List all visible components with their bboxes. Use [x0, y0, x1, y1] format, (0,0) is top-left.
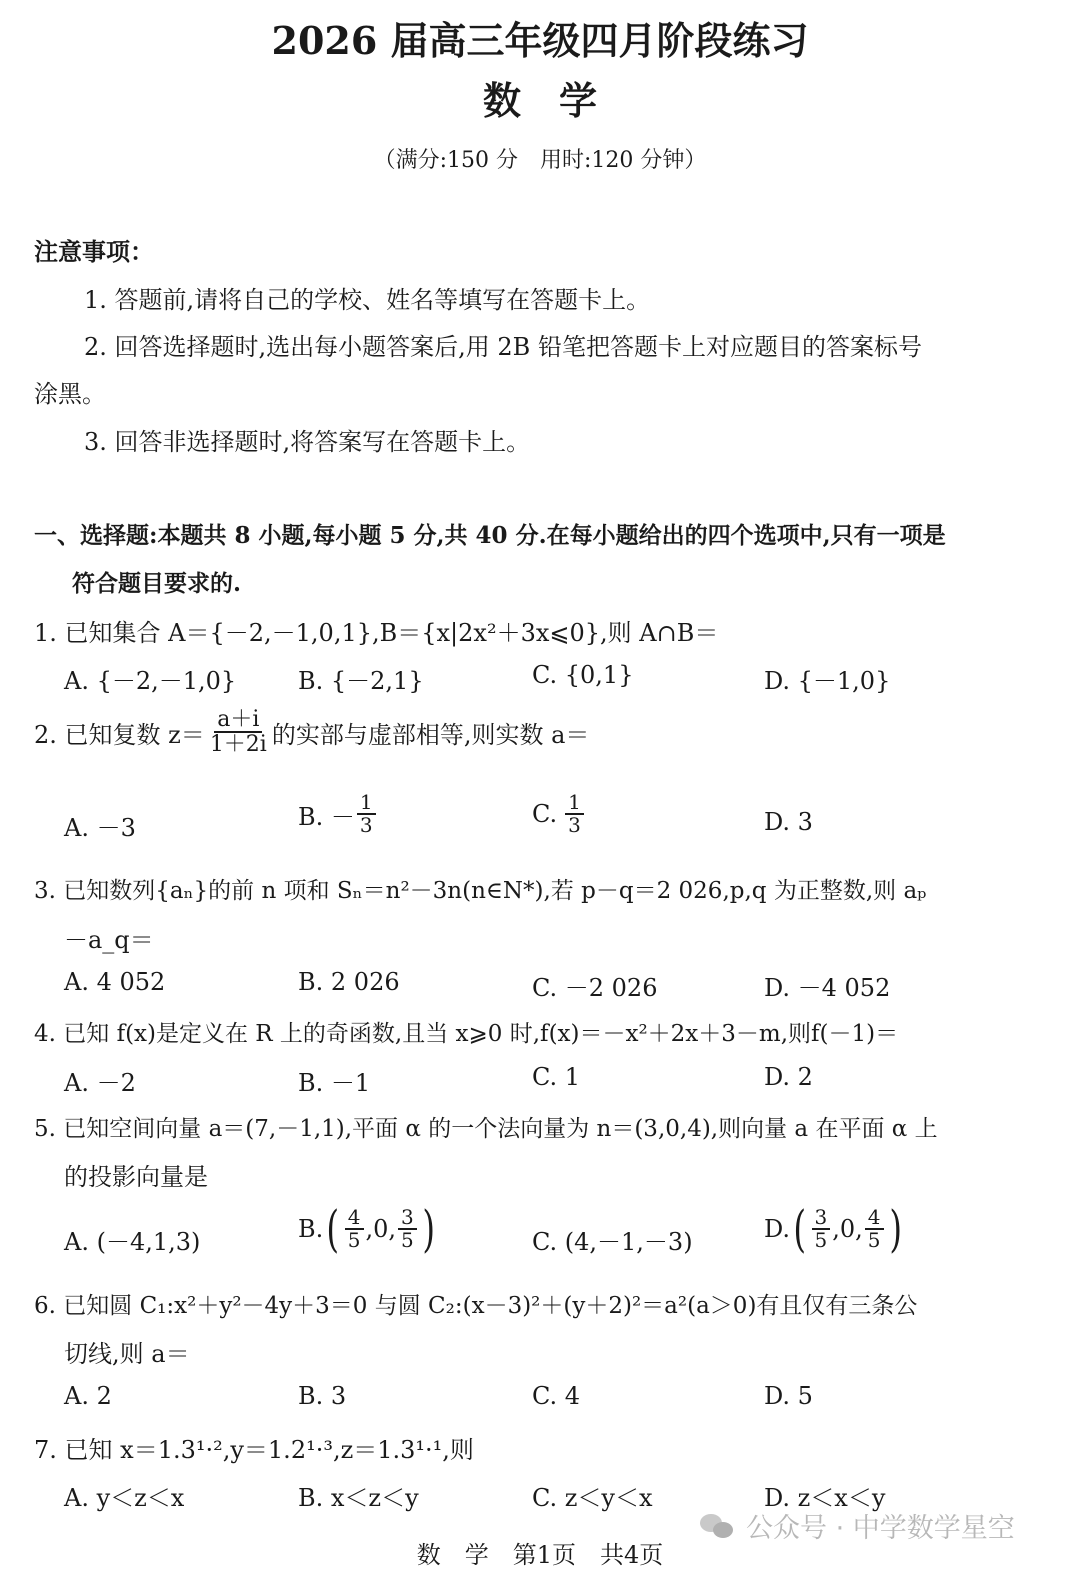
notes-item-3: 3. 回答非选择题时,将答案写在答题卡上。 [84, 428, 531, 456]
question-7-option-d[interactable]: D. z＜x＜y [764, 1484, 886, 1512]
right-paren: ) [422, 1200, 435, 1258]
question-5-stem: 5. 已知空间向量 a＝(7,－1,1),平面 α 的一个法向量为 n＝(3,0,4),则向量 a 在平面 α 上 [34, 1116, 938, 1142]
option-c-prefix: C. [532, 800, 558, 828]
option-b-fraction-2 [398, 1207, 417, 1251]
question-3-option-b[interactable]: B. 2 026 [298, 968, 400, 996]
question-2-option-d[interactable]: D. 3 [764, 808, 813, 836]
question-1-stem: 1. 已知集合 A＝{－2,－1,0,1},B＝{x|2x²＋3x⩽0},则 A∩B＝ [34, 619, 719, 647]
question-2-option-b[interactable] [298, 792, 378, 836]
notes-heading: 注意事项： [34, 237, 154, 266]
question-3-option-d[interactable]: D. －4 052 [764, 974, 891, 1002]
question-1-option-c[interactable]: C. {0,1} [532, 661, 634, 689]
question-6-option-b[interactable]: B. 3 [298, 1382, 347, 1410]
notes-item-2: 2. 回答选择题时,选出每小题答案后,用 2B 铅笔把答题卡上对应题目的答案标号 [84, 333, 922, 361]
fraction-denominator: 5 [867, 1228, 881, 1252]
fraction-denominator: 5 [401, 1228, 414, 1252]
fraction-denominator: 3 [359, 813, 373, 837]
question-5-option-a[interactable]: A. (－4,1,3) [64, 1228, 201, 1256]
fraction-numerator: 4 [865, 1207, 884, 1230]
question-2-fraction [207, 708, 270, 756]
question-6-option-a[interactable]: A. 2 [64, 1382, 112, 1410]
fraction-numerator: a＋i [214, 708, 262, 733]
question-4-option-d[interactable]: D. 2 [764, 1063, 813, 1091]
option-d-fraction-1 [812, 1207, 831, 1251]
question-2-stem [34, 708, 589, 756]
notes-item-1: 1. 答题前,请将自己的学校、姓名等填写在答题卡上。 [84, 286, 651, 314]
question-6-stem: 6. 已知圆 C₁:x²＋y²－4y＋3＝0 与圆 C₂:(x－3)²＋(y＋2)²＝a²(a＞0)有且仅有三条公 [34, 1293, 918, 1319]
question-3-option-c[interactable]: C. －2 026 [532, 974, 658, 1002]
fraction-denominator: 5 [814, 1228, 828, 1252]
subject-title: 数 学 [482, 78, 597, 123]
option-d-fraction-2 [865, 1207, 884, 1251]
fraction-numerator: 3 [398, 1207, 417, 1230]
page-title: 2026 届高三年级四月阶段练习 [271, 18, 809, 63]
option-b-prefix: B. [298, 1215, 324, 1243]
question-1-option-d[interactable]: D. {－1,0} [764, 667, 891, 695]
fraction-denominator: 3 [568, 813, 581, 837]
notes-item-2-cont: 涂黑。 [34, 380, 106, 408]
fraction-denominator: 5 [347, 1228, 361, 1252]
question-3-stem: 3. 已知数列{aₙ}的前 n 项和 Sₙ＝n²－3n(n∈N*),若 p－q＝2 026,p,q 为正整数,则 aₚ [34, 878, 927, 904]
option-b-mid: ,0, [365, 1215, 397, 1243]
question-1-option-b[interactable]: B. {－2,1} [298, 667, 424, 695]
fraction-denominator: 1＋2i [209, 732, 267, 758]
question-3-stem-cont: －a_q＝ [64, 926, 154, 954]
fraction-numerator: 4 [345, 1207, 364, 1230]
question-4-stem: 4. 已知 f(x)是定义在 R 上的奇函数,且当 x⩾0 时,f(x)＝－x²＋2x＋3－m,则f(－1)＝ [34, 1021, 899, 1047]
option-b-prefix: B. － [298, 802, 355, 831]
watermark-text: 公众号 · 中学数学星空 [746, 1513, 1015, 1544]
section-heading: 一、选择题:本题共 8 小题,每小题 5 分,共 40 分.在每小题给出的四个选项中,只有一项是 [34, 522, 946, 549]
question-7-stem: 7. 已知 x＝1.3¹·²,y＝1.2¹·³,z＝1.3¹·¹,则 [34, 1436, 474, 1464]
option-d-prefix: D. [764, 1215, 791, 1243]
option-b-fraction-1 [345, 1207, 364, 1251]
left-paren: ( [793, 1200, 807, 1258]
option-b-fraction [357, 792, 376, 836]
page-footer: 数 学 第1页 共4页 [416, 1541, 664, 1569]
question-6-option-d[interactable]: D. 5 [764, 1382, 813, 1410]
question-1-option-a[interactable]: A. {－2,－1,0} [64, 667, 237, 695]
question-3-option-a[interactable]: A. 4 052 [64, 968, 166, 996]
question-2-stem-pre: 2. 已知复数 z＝ [34, 720, 205, 749]
question-2-option-a[interactable]: A. －3 [64, 814, 136, 842]
option-c-fraction [565, 792, 584, 836]
question-5-option-d[interactable] [764, 1200, 905, 1258]
option-d-mid: ,0, [832, 1215, 863, 1243]
question-2-option-c[interactable] [532, 792, 586, 836]
question-4-option-a[interactable]: A. －2 [64, 1069, 136, 1097]
question-5-stem-cont: 的投影向量是 [64, 1163, 208, 1191]
question-4-option-b[interactable]: B. －1 [298, 1069, 371, 1097]
fraction-numerator: 1 [357, 792, 376, 815]
question-6-option-c[interactable]: C. 4 [532, 1382, 581, 1410]
question-7-option-b[interactable]: B. x＜z＜y [298, 1484, 419, 1512]
exam-meta: （满分:150 分 用时:120 分钟） [373, 148, 707, 173]
question-2-stem-post: 的实部与虚部相等,则实数 a＝ [271, 720, 590, 749]
fraction-numerator: 3 [812, 1207, 831, 1230]
section-heading-cont: 符合题目要求的. [72, 570, 242, 597]
question-7-option-a[interactable]: A. y＜z＜x [64, 1484, 185, 1512]
right-paren: ) [888, 1200, 902, 1258]
question-5-option-b[interactable] [298, 1200, 438, 1258]
question-4-option-c[interactable]: C. 1 [532, 1063, 581, 1091]
fraction-numerator: 1 [565, 792, 584, 815]
question-5-option-c[interactable]: C. (4,－1,－3) [532, 1228, 693, 1256]
question-7-option-c[interactable]: C. z＜y＜x [532, 1484, 653, 1512]
left-paren: ( [326, 1200, 340, 1258]
question-6-stem-cont: 切线,则 a＝ [64, 1340, 190, 1368]
